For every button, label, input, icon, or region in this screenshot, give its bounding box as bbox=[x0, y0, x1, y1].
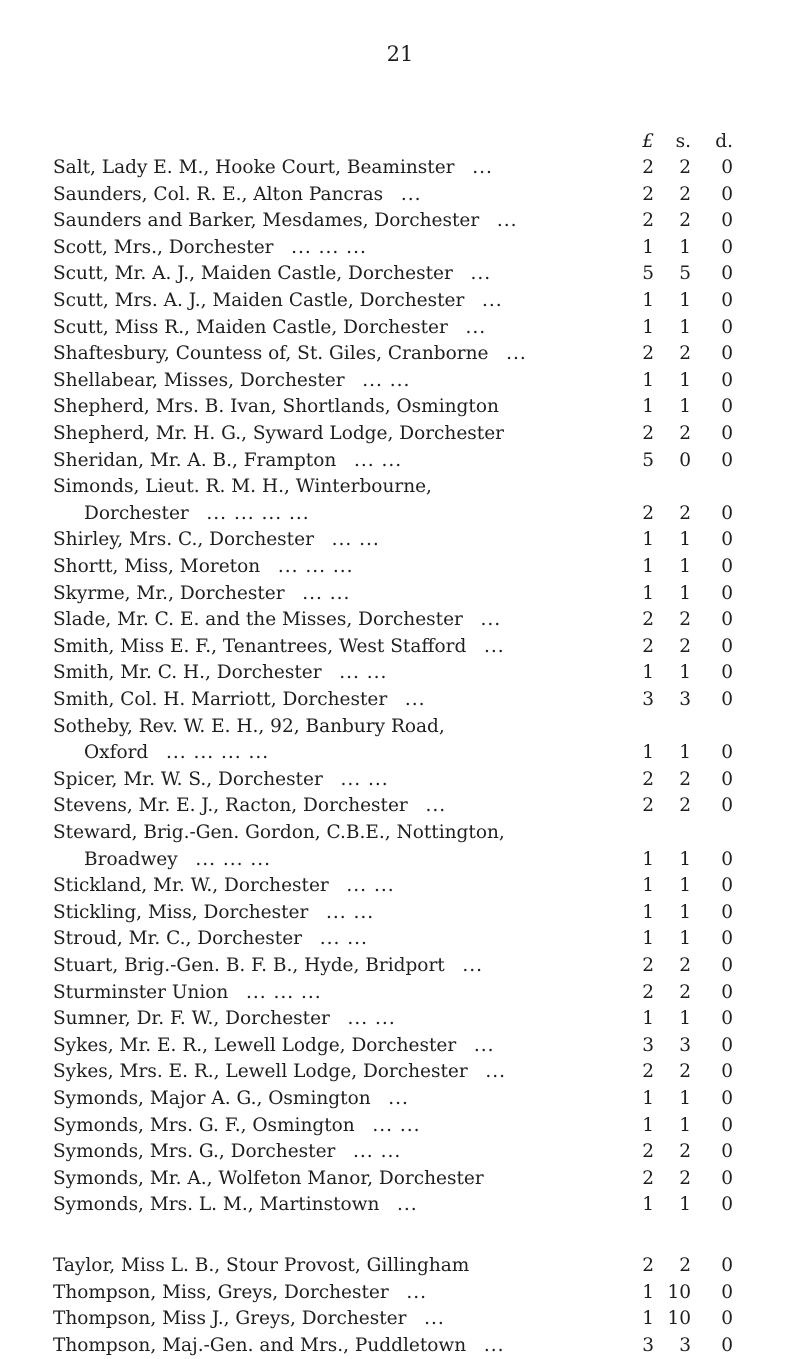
amount-pence: 0 bbox=[721, 1281, 733, 1303]
amount-pence: 0 bbox=[721, 1088, 733, 1109]
amount-shillings: 1 bbox=[679, 848, 691, 870]
list-item bbox=[53, 420, 733, 447]
leader-dots: ... bbox=[425, 795, 447, 817]
subscriber-name bbox=[53, 1165, 663, 1192]
subscriber-name bbox=[53, 207, 638, 234]
amount-pounds: 3 bbox=[642, 1334, 654, 1356]
amount-pounds: 1 bbox=[642, 316, 654, 338]
subscriber-name bbox=[53, 1005, 638, 1032]
amount-pence: 0 bbox=[721, 236, 733, 258]
list-item bbox=[53, 925, 733, 952]
list-item bbox=[53, 526, 733, 553]
leader-dots: ... bbox=[404, 689, 426, 710]
leader-dots: ... bbox=[462, 955, 484, 976]
amount-pence: 0 bbox=[721, 742, 733, 764]
amount-shillings: 2 bbox=[679, 1255, 691, 1276]
amount-pence: 0 bbox=[721, 449, 733, 471]
subscriber-name-text: Symonds, Mrs. G., Dorchester bbox=[53, 1141, 336, 1163]
amount-pence: 0 bbox=[721, 343, 733, 365]
subscriber-name-text: Shepherd, Mr. H. G., Syward Lodge, Dorchester bbox=[53, 423, 504, 444]
leader-dots: ... ... bbox=[339, 662, 388, 684]
subscriber-name-text: Symonds, Major A. G., Osmington bbox=[53, 1088, 371, 1109]
amount-pounds: 2 bbox=[642, 795, 654, 817]
amount-shillings: 2 bbox=[679, 343, 691, 365]
subscriber-name bbox=[53, 766, 638, 793]
subscriber-name bbox=[53, 1191, 638, 1218]
subscriber-name bbox=[53, 154, 638, 181]
amount-pence: 0 bbox=[721, 662, 733, 684]
amount-pounds: 1 bbox=[642, 1194, 654, 1216]
list-item bbox=[53, 1305, 733, 1332]
leader-dots: ... ... bbox=[325, 901, 375, 923]
list-item bbox=[53, 553, 733, 580]
list-item-continuation bbox=[53, 500, 733, 527]
amount-pounds: 2 bbox=[642, 635, 654, 657]
list-item bbox=[53, 287, 733, 314]
amount-pence: 0 bbox=[721, 1194, 733, 1216]
amount-pounds: 1 bbox=[642, 582, 654, 604]
subscriber-name-text: Thompson, Miss, Greys, Dorchester bbox=[53, 1281, 389, 1303]
amount-pence: 0 bbox=[721, 1167, 733, 1189]
amount-shillings: 10 bbox=[667, 1281, 691, 1303]
subscriber-name bbox=[53, 713, 663, 740]
amount-shillings: 1 bbox=[679, 556, 691, 577]
subscriber-name bbox=[53, 659, 638, 686]
leader-dots: ... ... ... ... bbox=[206, 502, 310, 524]
amount-shillings: 1 bbox=[679, 1088, 691, 1109]
subscriber-name bbox=[53, 606, 638, 633]
leader-dots: ... ... ... ... bbox=[165, 742, 270, 764]
subscriber-name-text: Shellabear, Misses, Dorchester bbox=[53, 369, 345, 391]
leader-dots: ... ... bbox=[353, 449, 403, 471]
amount-pence: 0 bbox=[721, 1034, 733, 1056]
amount-shillings: 1 bbox=[679, 1114, 691, 1136]
amount-shillings: 2 bbox=[679, 183, 691, 205]
subscriber-name-text: Salt, Lady E. M., Hooke Court, Beaminster bbox=[53, 157, 455, 178]
list-item bbox=[53, 979, 733, 1006]
subscriber-name bbox=[53, 1305, 638, 1332]
amount-pence: 0 bbox=[721, 290, 733, 311]
subscriber-name bbox=[53, 580, 638, 607]
leader-dots: ... bbox=[484, 635, 505, 657]
amount-pence: 0 bbox=[721, 263, 733, 285]
leader-dots: ... bbox=[482, 290, 503, 311]
leader-dots: ... bbox=[397, 1194, 418, 1216]
amount-pence: 0 bbox=[721, 1334, 733, 1356]
list-item bbox=[53, 393, 733, 420]
amount-pence: 0 bbox=[721, 502, 733, 524]
list-item bbox=[53, 606, 733, 633]
subscriber-name-text: Thompson, Maj.-Gen. and Mrs., Puddletown bbox=[53, 1334, 467, 1356]
subscriber-name-text: Scott, Mrs., Dorchester bbox=[53, 236, 274, 258]
list-item-continuation bbox=[53, 739, 733, 766]
amount-pounds: 2 bbox=[642, 1061, 654, 1083]
amount-pence: 0 bbox=[721, 875, 733, 897]
amount-pence: 0 bbox=[721, 848, 733, 870]
leader-dots: ... ... bbox=[340, 768, 389, 790]
leader-dots: ... ... bbox=[347, 1008, 396, 1030]
subscriber-name-text: Sumner, Dr. F. W., Dorchester bbox=[53, 1008, 330, 1030]
amount-pounds: 1 bbox=[642, 1308, 654, 1330]
amount-pence: 0 bbox=[721, 316, 733, 338]
subscriber-name-text: Stevens, Mr. E. J., Racton, Dorchester bbox=[53, 795, 408, 817]
subscriber-name-text: Slade, Mr. C. E. and the Misses, Dorchester bbox=[53, 609, 463, 631]
list-item bbox=[53, 154, 733, 181]
amount-pence: 0 bbox=[721, 423, 733, 444]
amount-pounds: 2 bbox=[642, 343, 654, 365]
subscriber-name-text: Saunders, Col. R. E., Alton Pancras bbox=[53, 183, 384, 205]
leader-dots: ... ... bbox=[353, 1141, 402, 1163]
subscriber-name-text: Spicer, Mr. W. S., Dorchester bbox=[53, 768, 323, 790]
subscriber-name bbox=[53, 473, 663, 500]
subscriber-name bbox=[53, 314, 638, 341]
amount-shillings: 1 bbox=[679, 928, 691, 950]
subscriber-name-text: Saunders and Barker, Mesdames, Dorchester bbox=[53, 210, 480, 232]
subscriber-name bbox=[53, 739, 638, 766]
amount-pounds: 2 bbox=[642, 502, 654, 524]
list-item bbox=[53, 207, 733, 234]
subscriber-name-text: Scutt, Mrs. A. J., Maiden Castle, Dorchester bbox=[53, 290, 465, 311]
amount-shillings: 2 bbox=[679, 157, 691, 178]
amount-pence: 0 bbox=[721, 928, 733, 950]
amount-pence: 0 bbox=[721, 582, 733, 604]
subscriber-name bbox=[53, 367, 638, 394]
list-item bbox=[53, 1165, 733, 1192]
subscriber-name-text: Stroud, Mr. C., Dorchester bbox=[53, 928, 303, 950]
leader-dots: ... ... ... bbox=[277, 556, 354, 577]
leader-dots: ... ... bbox=[346, 875, 395, 897]
amount-pounds: 1 bbox=[642, 742, 654, 764]
amount-pence: 0 bbox=[721, 901, 733, 923]
amount-shillings: 5 bbox=[679, 263, 691, 285]
amount-pence: 0 bbox=[721, 529, 733, 551]
subscriber-name-text: Steward, Brig.-Gen. Gordon, C.B.E., Nottington, bbox=[53, 822, 505, 843]
amount-pounds: 1 bbox=[642, 396, 654, 418]
amount-pence: 0 bbox=[721, 369, 733, 391]
amount-pounds: 2 bbox=[642, 210, 654, 232]
amount-pounds: 1 bbox=[642, 1008, 654, 1030]
list-item bbox=[53, 633, 733, 660]
subscriber-name bbox=[53, 899, 638, 926]
subscriber-name bbox=[53, 234, 638, 261]
list-item bbox=[53, 1332, 733, 1359]
amount-shillings: 10 bbox=[667, 1308, 691, 1330]
amount-pence: 0 bbox=[721, 609, 733, 631]
subscriber-name bbox=[53, 447, 638, 474]
amount-shillings: 2 bbox=[679, 609, 691, 631]
leader-dots: ... ... ... bbox=[245, 981, 322, 1003]
amount-shillings: 1 bbox=[679, 316, 691, 338]
subscriber-name bbox=[53, 1032, 638, 1059]
leader-dots: ... bbox=[496, 210, 518, 232]
subscriber-name-text: Thompson, Miss J., Greys, Dorchester bbox=[53, 1308, 407, 1330]
leader-dots: ... ... bbox=[372, 1114, 421, 1136]
page-number: 21 bbox=[386, 42, 414, 66]
subscriber-name bbox=[53, 1085, 638, 1112]
subscriber-name-text: Shirley, Mrs. C., Dorchester bbox=[53, 529, 314, 551]
amount-pounds: 1 bbox=[642, 556, 654, 577]
subscriber-name bbox=[53, 340, 638, 367]
amount-pounds: 2 bbox=[642, 157, 654, 178]
leader-dots: ... ... bbox=[331, 529, 380, 551]
list-item bbox=[53, 1252, 733, 1279]
subscriber-name-text: Taylor, Miss L. B., Stour Provost, Gillingham bbox=[53, 1255, 470, 1276]
subscriber-name-text: Symonds, Mr. A., Wolfeton Manor, Dorchester bbox=[53, 1167, 484, 1189]
amount-shillings: 1 bbox=[679, 1008, 691, 1030]
shillings-header: s. bbox=[675, 131, 691, 152]
amount-pounds: 2 bbox=[642, 1255, 654, 1276]
amount-pence: 0 bbox=[721, 955, 733, 976]
subscriber-name-text: Sturminster Union bbox=[53, 981, 229, 1003]
amount-pounds: 3 bbox=[642, 1034, 654, 1056]
subscriber-name-text: Symonds, Mrs. G. F., Osmington bbox=[53, 1114, 355, 1136]
leader-dots: ... bbox=[388, 1088, 409, 1109]
amount-pounds: 2 bbox=[642, 183, 654, 205]
subscriber-name-text: Dorchester bbox=[84, 502, 189, 524]
subscriber-name-text: Stickland, Mr. W., Dorchester bbox=[53, 875, 329, 897]
amount-pounds: 1 bbox=[642, 290, 654, 311]
amount-shillings: 0 bbox=[679, 449, 691, 471]
amount-pounds: 1 bbox=[642, 369, 654, 391]
leader-dots: ... bbox=[506, 343, 527, 365]
subscriber-name bbox=[53, 1112, 638, 1139]
subscriber-name bbox=[53, 952, 638, 979]
amount-shillings: 2 bbox=[679, 210, 691, 232]
amount-shillings: 1 bbox=[679, 290, 691, 311]
amount-shillings: 2 bbox=[679, 635, 691, 657]
leader-dots: ... bbox=[472, 157, 493, 178]
list-item bbox=[53, 181, 733, 208]
list-item bbox=[53, 473, 733, 500]
subscriber-name-text: Scutt, Mr. A. J., Maiden Castle, Dorchester bbox=[53, 263, 453, 285]
amount-pounds: 1 bbox=[642, 848, 654, 870]
pounds-header: £ bbox=[642, 131, 654, 152]
amount-shillings: 2 bbox=[679, 502, 691, 524]
subscriber-name bbox=[53, 846, 638, 873]
leader-dots: ... ... bbox=[302, 582, 351, 604]
leader-dots: ... bbox=[485, 1061, 507, 1083]
amount-pence: 0 bbox=[721, 210, 733, 232]
subscriber-name-text: Skyrme, Mr., Dorchester bbox=[53, 582, 285, 604]
amount-pence: 0 bbox=[721, 396, 733, 418]
amount-pounds: 2 bbox=[642, 423, 654, 444]
list-item bbox=[53, 899, 733, 926]
amount-pence: 0 bbox=[721, 157, 733, 178]
list-item bbox=[53, 367, 733, 394]
subscriber-name-text: Stuart, Brig.-Gen. B. F. B., Hyde, Bridport bbox=[53, 955, 445, 976]
leader-dots: ... bbox=[480, 609, 502, 631]
subscriber-name-text: Shepherd, Mrs. B. Ivan, Shortlands, Osmington bbox=[53, 396, 499, 418]
list-item bbox=[53, 1085, 733, 1112]
list-item bbox=[53, 686, 733, 713]
amount-shillings: 2 bbox=[679, 955, 691, 976]
subscriber-name bbox=[53, 686, 638, 713]
amount-pence: 0 bbox=[721, 981, 733, 1003]
subscriber-name bbox=[53, 553, 638, 580]
subscriber-name-text: Smith, Miss E. F., Tenantrees, West Stafford bbox=[53, 635, 467, 657]
subscriber-name bbox=[53, 181, 638, 208]
subscriber-name-text: Sykes, Mr. E. R., Lewell Lodge, Dorchester bbox=[53, 1034, 457, 1056]
subscriber-name bbox=[53, 260, 638, 287]
amount-shillings: 1 bbox=[679, 875, 691, 897]
subscriber-name bbox=[53, 1332, 638, 1359]
amount-pounds: 1 bbox=[642, 901, 654, 923]
amount-pounds: 5 bbox=[642, 263, 654, 285]
amount-shillings: 1 bbox=[679, 529, 691, 551]
list-item bbox=[53, 713, 733, 740]
amount-pence: 0 bbox=[721, 1308, 733, 1330]
amount-pence: 0 bbox=[721, 1255, 733, 1276]
amount-pence: 0 bbox=[721, 183, 733, 205]
list-item bbox=[53, 447, 733, 474]
subscriber-name-text: Oxford bbox=[84, 742, 149, 764]
subscriber-name-text: Broadwey bbox=[84, 848, 178, 870]
subscriber-name-text: Stickling, Miss, Dorchester bbox=[53, 901, 309, 923]
leader-dots: ... bbox=[473, 1034, 495, 1056]
subscriber-name bbox=[53, 526, 638, 553]
subscriber-name bbox=[53, 872, 638, 899]
amount-pounds: 3 bbox=[642, 689, 654, 710]
amount-shillings: 3 bbox=[679, 689, 691, 710]
amount-pounds: 1 bbox=[642, 1281, 654, 1303]
amount-shillings: 1 bbox=[679, 742, 691, 764]
list-item bbox=[53, 766, 733, 793]
subscriber-name bbox=[53, 792, 638, 819]
subscriber-name bbox=[53, 287, 638, 314]
subscriber-name bbox=[53, 1252, 663, 1279]
amount-pence: 0 bbox=[721, 635, 733, 657]
amount-pounds: 2 bbox=[642, 955, 654, 976]
amount-shillings: 2 bbox=[679, 1141, 691, 1163]
leader-dots: ... bbox=[483, 1334, 505, 1356]
amount-shillings: 2 bbox=[679, 795, 691, 817]
subscriber-name bbox=[53, 420, 663, 447]
subscriber-name bbox=[53, 925, 638, 952]
amount-pence: 0 bbox=[721, 1114, 733, 1136]
leader-dots: ... bbox=[400, 183, 422, 205]
leader-dots: ... bbox=[406, 1281, 428, 1303]
amount-shillings: 2 bbox=[679, 768, 691, 790]
amount-pence: 0 bbox=[721, 795, 733, 817]
subscriber-name-text: Symonds, Mrs. L. M., Martinstown bbox=[53, 1194, 380, 1216]
list-item bbox=[53, 1032, 733, 1059]
list-item bbox=[53, 340, 733, 367]
leader-dots: ... bbox=[470, 263, 492, 285]
subscriber-name-text: Simonds, Lieut. R. M. H., Winterbourne, bbox=[53, 476, 432, 498]
subscriber-name-text: Shaftesbury, Countess of, St. Giles, Cranborne bbox=[53, 343, 489, 365]
leader-dots: ... bbox=[465, 316, 487, 338]
leader-dots: ... bbox=[424, 1308, 445, 1330]
amount-pence: 0 bbox=[721, 1141, 733, 1163]
amount-shillings: 2 bbox=[679, 423, 691, 444]
subscriber-name bbox=[53, 500, 638, 527]
subscriber-name bbox=[53, 1279, 638, 1306]
column-headers bbox=[53, 128, 733, 155]
subscriber-name bbox=[53, 819, 663, 846]
list-item bbox=[53, 952, 733, 979]
list-item bbox=[53, 260, 733, 287]
amount-shillings: 2 bbox=[679, 1167, 691, 1189]
list-item bbox=[53, 1112, 733, 1139]
list-item bbox=[53, 659, 733, 686]
amount-shillings: 1 bbox=[679, 662, 691, 684]
list-item bbox=[53, 1138, 733, 1165]
list-item bbox=[53, 580, 733, 607]
list-item bbox=[53, 1191, 733, 1218]
amount-shillings: 1 bbox=[679, 901, 691, 923]
amount-shillings: 2 bbox=[679, 1061, 691, 1083]
amount-pence: 0 bbox=[721, 768, 733, 790]
list-item bbox=[53, 234, 733, 261]
amount-shillings: 1 bbox=[679, 369, 691, 391]
amount-pounds: 2 bbox=[642, 981, 654, 1003]
amount-shillings: 3 bbox=[679, 1334, 691, 1356]
amount-pounds: 1 bbox=[642, 1088, 654, 1109]
leader-dots: ... ... ... bbox=[195, 848, 272, 870]
list-item bbox=[53, 1005, 733, 1032]
list-item bbox=[53, 1058, 733, 1085]
subscriber-name-text: Smith, Mr. C. H., Dorchester bbox=[53, 662, 322, 684]
amount-pounds: 2 bbox=[642, 1167, 654, 1189]
subscriber-name bbox=[53, 393, 663, 420]
amount-pence: 0 bbox=[721, 556, 733, 577]
list-item bbox=[53, 819, 733, 846]
amount-pounds: 1 bbox=[642, 236, 654, 258]
amount-pounds: 1 bbox=[642, 529, 654, 551]
amount-pounds: 1 bbox=[642, 662, 654, 684]
amount-pounds: 2 bbox=[642, 1141, 654, 1163]
amount-pounds: 1 bbox=[642, 928, 654, 950]
list-item bbox=[53, 314, 733, 341]
amount-pounds: 1 bbox=[642, 1114, 654, 1136]
amount-pounds: 2 bbox=[642, 609, 654, 631]
leader-dots: ... ... bbox=[319, 928, 368, 950]
subscriber-name-text: Sheridan, Mr. A. B., Frampton bbox=[53, 449, 337, 471]
list-item-continuation bbox=[53, 846, 733, 873]
list-item bbox=[53, 1279, 733, 1306]
subscriber-name-text: Scutt, Miss R., Maiden Castle, Dorchester bbox=[53, 316, 448, 338]
subscriber-name bbox=[53, 633, 638, 660]
amount-shillings: 3 bbox=[679, 1034, 691, 1056]
amount-pounds: 1 bbox=[642, 875, 654, 897]
amount-pence: 0 bbox=[721, 1061, 733, 1083]
subscriber-name-text: Sykes, Mrs. E. R., Lewell Lodge, Dorchester bbox=[53, 1061, 468, 1083]
subscriber-name bbox=[53, 1058, 638, 1085]
amount-shillings: 1 bbox=[679, 236, 691, 258]
subscriber-name-text: Sotheby, Rev. W. E. H., 92, Banbury Road, bbox=[53, 715, 445, 737]
amount-shillings: 1 bbox=[679, 582, 691, 604]
pence-header: d. bbox=[715, 131, 733, 152]
subscriber-name-text: Shortt, Miss, Moreton bbox=[53, 556, 261, 577]
amount-pence: 0 bbox=[721, 1008, 733, 1030]
subscriber-name bbox=[53, 979, 638, 1006]
list-item bbox=[53, 872, 733, 899]
amount-pence: 0 bbox=[721, 689, 733, 710]
amount-pounds: 2 bbox=[642, 768, 654, 790]
amount-shillings: 1 bbox=[679, 396, 691, 418]
subscriber-name-text: Smith, Col. H. Marriott, Dorchester bbox=[53, 689, 388, 710]
amount-shillings: 2 bbox=[679, 981, 691, 1003]
list-item bbox=[53, 792, 733, 819]
amount-pounds: 5 bbox=[642, 449, 654, 471]
leader-dots: ... ... ... bbox=[291, 236, 367, 258]
amount-shillings: 1 bbox=[679, 1194, 691, 1216]
leader-dots: ... ... bbox=[362, 369, 411, 391]
subscriber-name bbox=[53, 1138, 638, 1165]
